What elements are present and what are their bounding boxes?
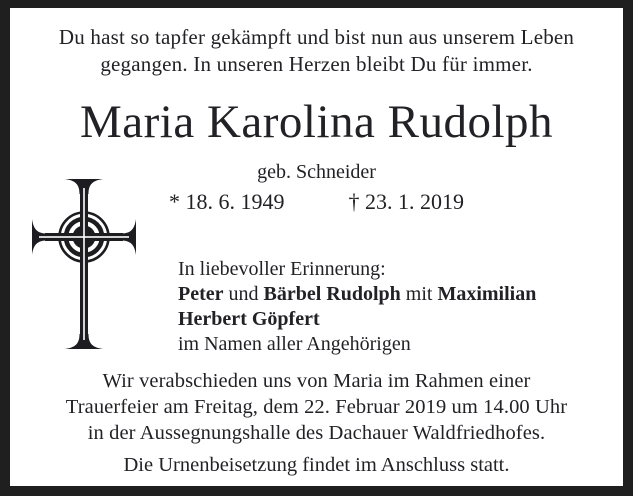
mourners-line-2: Herbert Göpfert xyxy=(178,308,320,330)
cross-icon xyxy=(32,179,136,349)
funeral-line-1: Wir verabschieden uns von Maria im Rahmen einer xyxy=(102,370,531,392)
epigraph-line-1: Du hast so tapfer gekämpft und bist nun aus unserem Leben xyxy=(58,25,575,49)
maiden-name: geb. Schneider xyxy=(257,161,376,183)
conjunction-mit: mit xyxy=(400,283,438,305)
epigraph xyxy=(10,24,623,78)
mourner-baerbel-rudolph: Bärbel Rudolph xyxy=(263,283,401,305)
deceased-name: Maria Karolina Rudolph xyxy=(79,96,554,148)
notice-paper xyxy=(10,8,623,486)
memorial-intro: In liebevoller Erinnerung: xyxy=(178,258,386,280)
epigraph-line-2: gegangen. In unseren Herzen bleibt Du für immer. xyxy=(100,52,533,76)
funeral-announcement xyxy=(10,368,623,446)
funeral-line-3: in der Aussegnungshalle des Dachauer Waldfriedhofes. xyxy=(87,422,546,444)
memorial-closing: im Namen aller Angehörigen xyxy=(178,333,411,355)
memorial-block xyxy=(178,257,618,357)
mourner-peter: Peter xyxy=(178,283,224,305)
conjunction-und: und xyxy=(223,283,264,305)
death-date: † 23. 1. 2019 xyxy=(348,189,464,214)
mourner-maximilian: Maximilian xyxy=(437,283,537,305)
funeral-line-2: Trauerfeier am Freitag, dem 22. Februar 2019 um 14.00 Uhr xyxy=(65,396,568,418)
mourners-line-1 xyxy=(178,282,618,307)
birth-date: * 18. 6. 1949 xyxy=(169,189,285,214)
urn-burial-line: Die Urnenbeisetzung findet im Anschluss statt. xyxy=(123,454,510,476)
